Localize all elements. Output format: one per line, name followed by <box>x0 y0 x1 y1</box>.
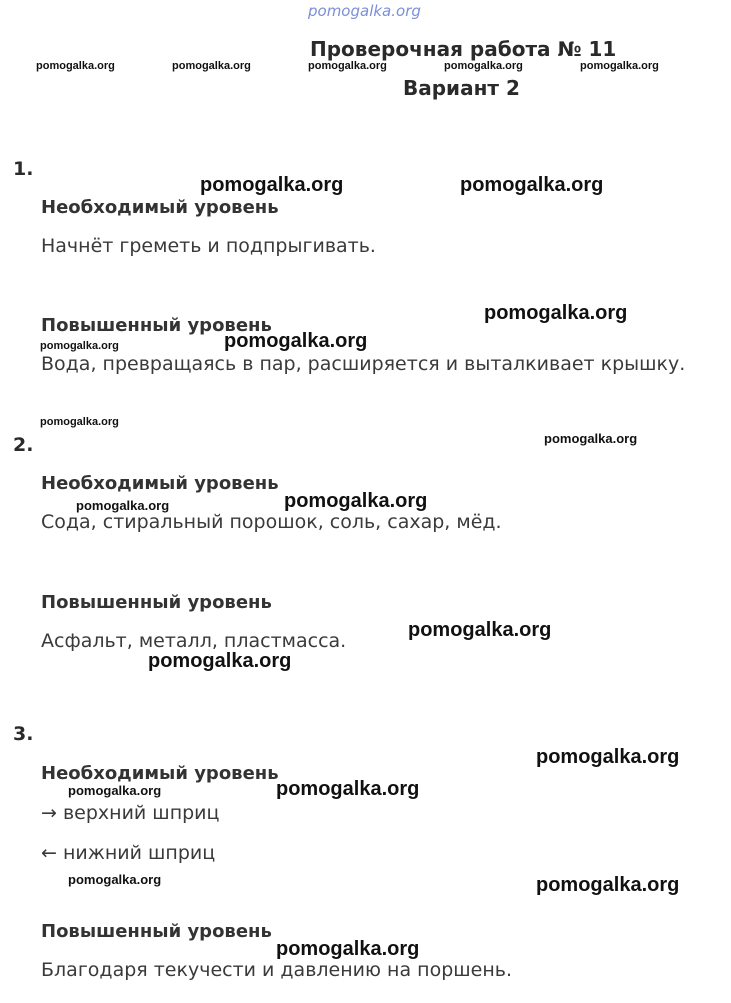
watermark: pomogalka.org <box>536 874 680 896</box>
task-1-advanced-label: Повышенный уровень <box>41 315 272 336</box>
watermark: pomogalka.org <box>408 619 552 641</box>
watermark: pomogalka.org <box>200 174 344 196</box>
task-1-required-answer: Начнёт греметь и подпрыгивать. <box>41 235 376 257</box>
task-3-required-answer-2: ← нижний шприц <box>41 842 216 864</box>
watermark: pomogalka.org <box>40 340 119 352</box>
task-3-advanced-label: Повышенный уровень <box>41 921 272 942</box>
watermark: pomogalka.org <box>148 650 292 672</box>
watermark: pomogalka.org <box>444 60 523 72</box>
task-1-required-label: Необходимый уровень <box>41 197 279 218</box>
task-3-advanced-answer: Благодаря текучести и давлению на поршень. <box>41 959 512 981</box>
page-title: Проверочная работа № 11 <box>310 37 617 61</box>
variant-title: Вариант 2 <box>403 76 520 100</box>
task-1-advanced-answer: Вода, превращаясь в пар, расширяется и выталкивает крышку. <box>41 353 686 375</box>
watermark: pomogalka.org <box>536 746 680 768</box>
task-number-2: 2. <box>13 434 34 456</box>
task-2-required-answer: Сода, стиральный порошок, соль, сахар, мёд. <box>41 511 502 533</box>
watermark: pomogalka.org <box>224 330 368 352</box>
watermark: pomogalka.org <box>544 431 638 446</box>
watermark: pomogalka.org <box>40 416 119 428</box>
watermark: pomogalka.org <box>68 872 162 887</box>
watermark: pomogalka.org <box>36 60 115 72</box>
watermark: pomogalka.org <box>76 498 170 513</box>
task-2-required-label: Необходимый уровень <box>41 473 279 494</box>
task-number-1: 1. <box>13 158 34 180</box>
task-2-advanced-answer: Асфальт, металл, пластмасса. <box>41 630 347 652</box>
watermark: pomogalka.org <box>460 174 604 196</box>
task-3-required-label: Необходимый уровень <box>41 763 279 784</box>
watermark: pomogalka.org <box>580 60 659 72</box>
site-watermark-top: pomogalka.org <box>308 2 421 20</box>
watermark: pomogalka.org <box>68 783 162 798</box>
watermark: pomogalka.org <box>308 60 387 72</box>
task-3-required-answer-1: → верхний шприц <box>41 802 220 824</box>
task-number-3: 3. <box>13 723 34 745</box>
task-2-advanced-label: Повышенный уровень <box>41 592 272 613</box>
watermark: pomogalka.org <box>276 938 420 960</box>
watermark: pomogalka.org <box>276 778 420 800</box>
watermark: pomogalka.org <box>284 490 428 512</box>
watermark: pomogalka.org <box>484 302 628 324</box>
watermark: pomogalka.org <box>172 60 251 72</box>
